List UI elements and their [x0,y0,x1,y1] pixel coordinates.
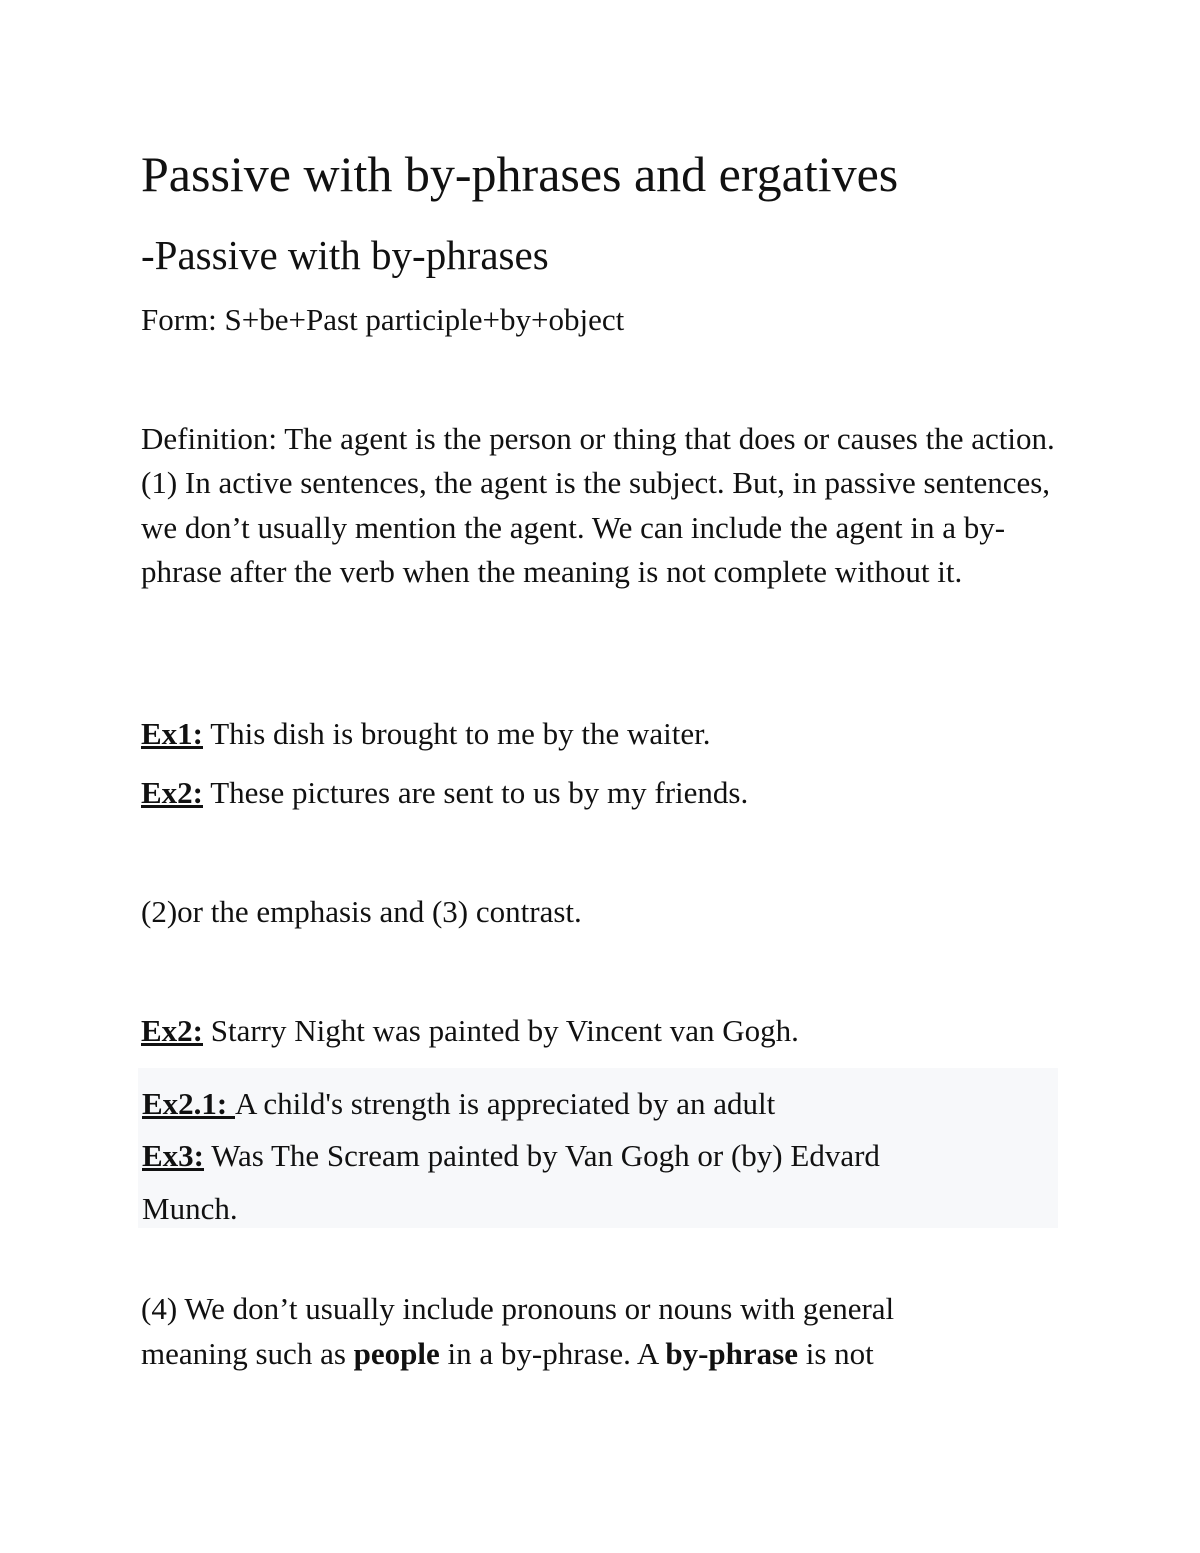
example-line [141,712,710,756]
example-label: Ex2: [141,775,203,810]
example-continuation: Munch. [142,1191,238,1226]
example-line [141,771,748,815]
form-line: Form: S+be+Past participle+by+object [141,302,625,337]
text-run: is not [797,1336,874,1371]
example-text: Was The Scream painted by Van Gogh or (by) Edvard [204,1138,880,1173]
keyword-people: people [353,1336,440,1371]
example-text: This dish is brought to me by the waiter. [203,716,711,751]
example-label: Ex2: [141,1013,203,1048]
example-line [142,1078,775,1130]
text-run: meaning such as [141,1336,354,1371]
keyword-by-phrase: by-phrase [665,1336,798,1371]
page-title: Passive with by-phrases and ergatives [141,146,899,202]
example-label: Ex1: [141,716,203,751]
text-run: in a by-phrase. A [439,1336,666,1371]
point4-line2 [141,1332,874,1376]
example-line [141,1009,799,1053]
example-text: These pictures are sent to us by my friends. [203,775,749,810]
shaded-example-block [138,1068,1058,1228]
example-label: Ex3: [142,1138,204,1173]
point4-line1: (4) We don’t usually include pronouns or nouns with general [141,1291,895,1326]
example-label: Ex2.1: [142,1086,235,1121]
example-text: A child's strength is appreciated by an adult [235,1086,776,1121]
section-heading: -Passive with by-phrases [141,232,549,278]
emphasis-line: (2)or the emphasis and (3) contrast. [141,894,582,929]
example-text: Starry Night was painted by Vincent van Gogh. [203,1013,799,1048]
example-line [142,1130,880,1182]
definition-paragraph: Definition: The agent is the person or thing that does or causes the action.(1) In active sentences, the agent is the subject. But, in passive sentences, we don’t usually mention the agent. We can include the agent in a by-phrase after the verb when the meaning is not complete without it. [141,421,1055,589]
